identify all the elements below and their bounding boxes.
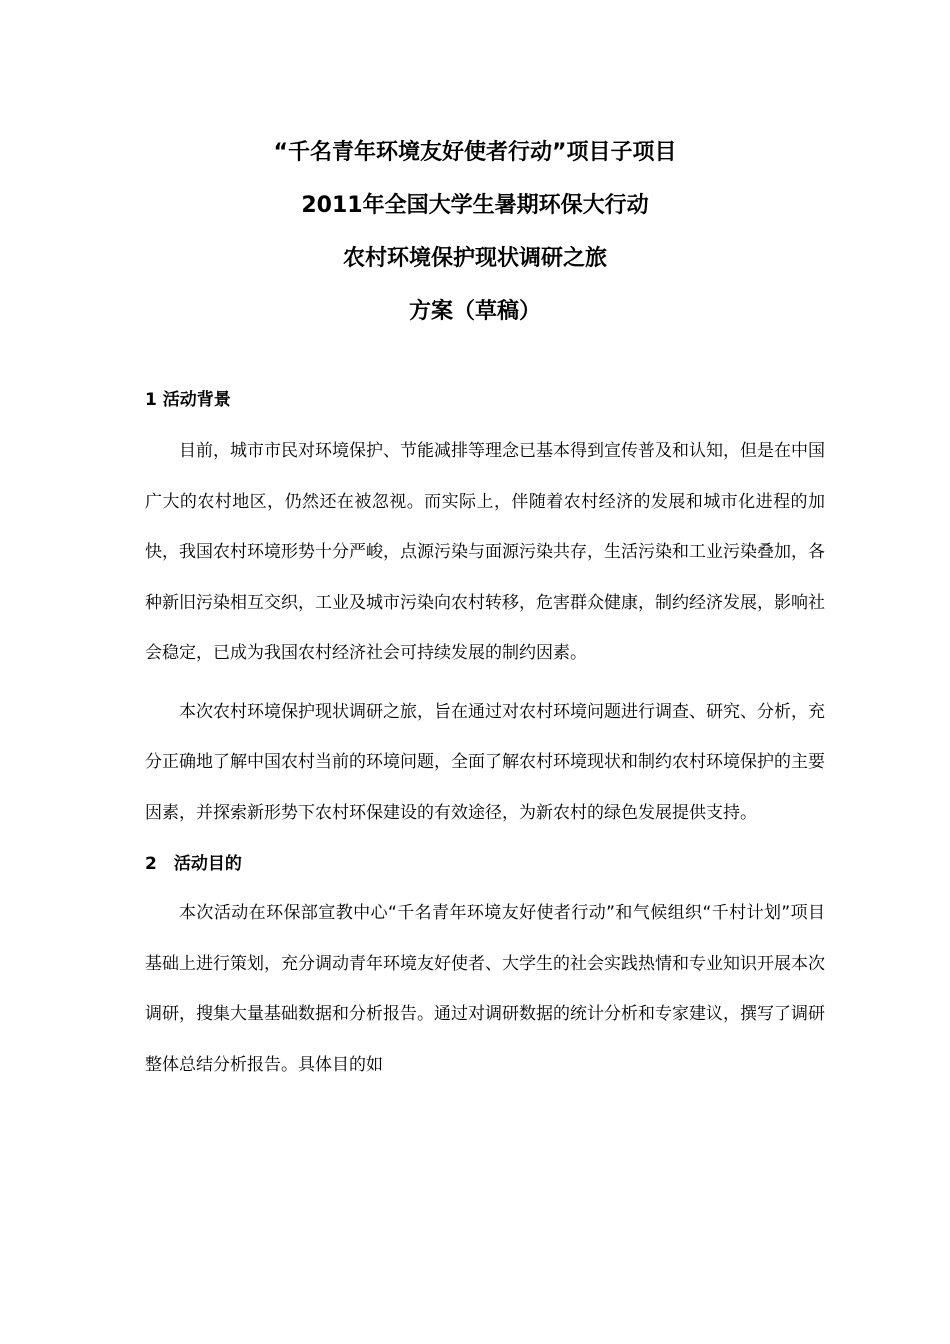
section-heading: 2 活动目的 [145,854,242,874]
section-heading: 1 活动背景 [145,390,231,410]
paragraph: 本次活动在环保部宣教中心“千名青年环境友好使者行动”和气候组织“千村计划”项目基础上进行策划，充分调动青年环境友好使者、大学生的社会实践热情和专业知识开展本次调研，搜集大量基础数据和分析报告。通过对调研数据的统计分析和专家建议，撰写了调研整体总结分析报告。具体目的如 [145,903,825,1075]
title-line-3: 农村环境保护现状调研之旅 [342,246,607,271]
paragraph: 目前，城市市民对环境保护、节能减排等理念已基本得到宣传普及和认知，但是在中国广大的农村地区，仍然还在被忽视。而实际上，伴随着农村经济的发展和城市化进程的加快，我国农村环境形势十分严峻，点源污染与面源污染共存，生活污染和工业污染叠加，各种新旧污染相互交织，工业及城市污染向农村转移，危害群众健康，制约经济发展，影响社会稳定，已成为我国农村经济社会可持续发展的制约因素。 [145,441,825,663]
title-line-2: 2011年全国大学生暑期环保大行动 [301,193,649,218]
document-body [145,380,825,1090]
document-title [0,126,950,338]
title-line-4: 方案（草稿） [408,299,541,324]
paragraph: 本次农村环境保护现状调研之旅，旨在通过对农村环境问题进行调查、研究、分析，充分正确地了解中国农村当前的环境问题，全面了解农村环境现状和制约农村环境保护的主要因素，并探索新形势下农村环保建设的有效途径，为新农村的绿色发展提供支持。 [145,701,825,823]
section-purpose [145,844,825,1090]
section-background [145,380,825,838]
title-line-1: “千名青年环境友好使者行动”项目子项目 [273,140,677,165]
